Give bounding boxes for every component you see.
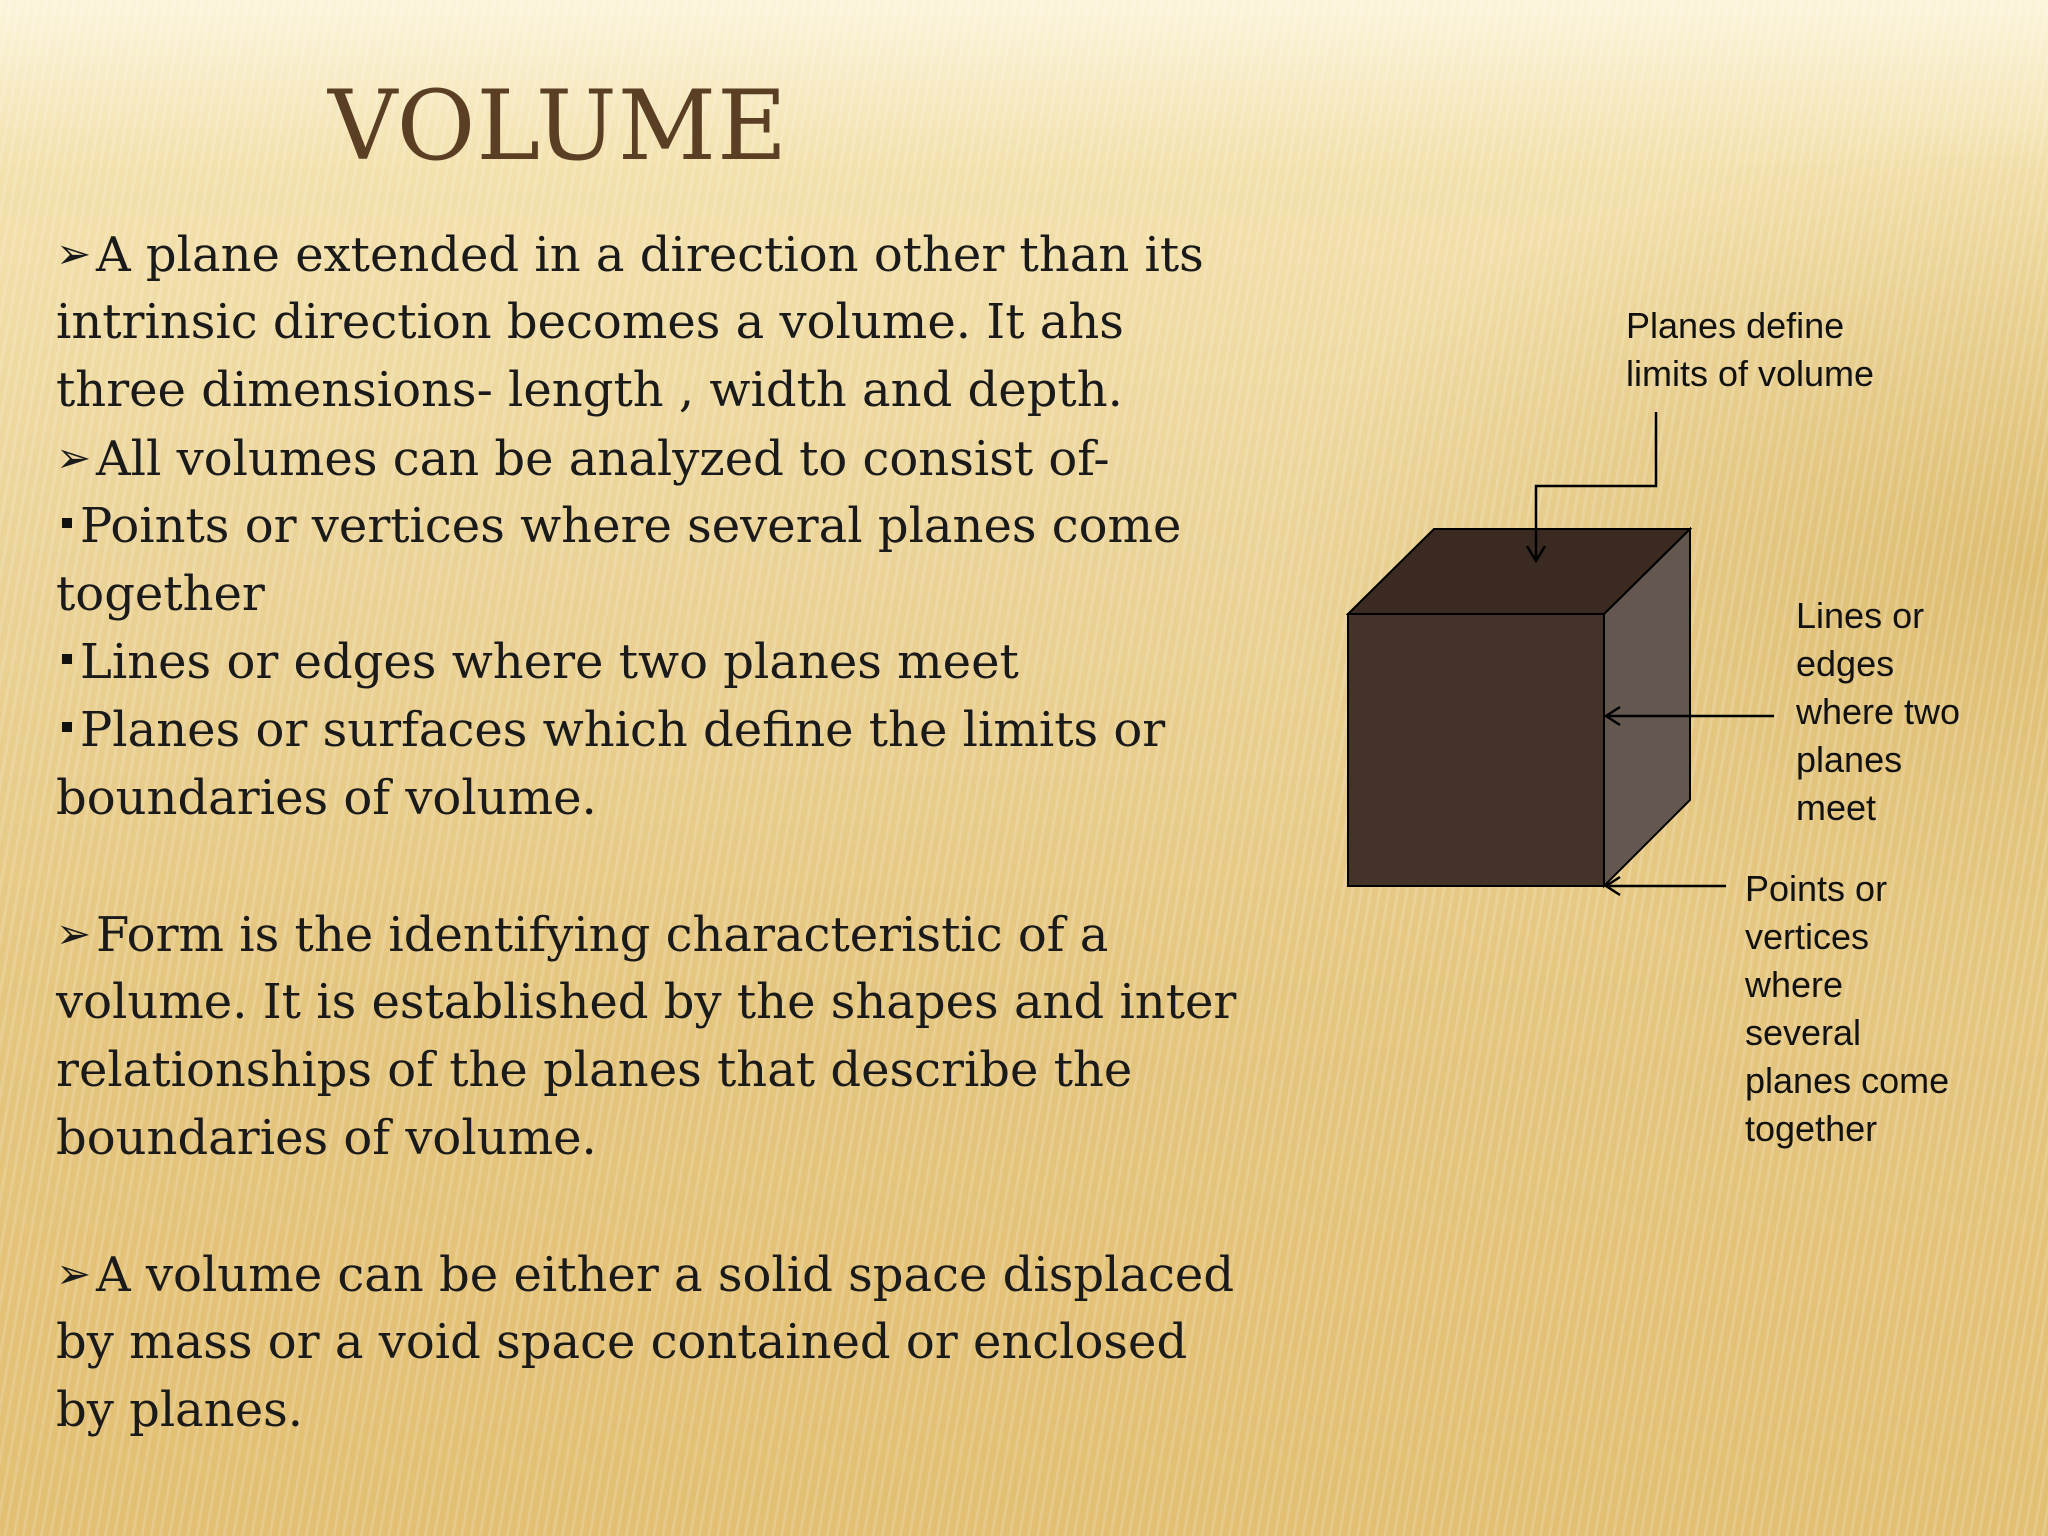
lines-label — [1796, 592, 1960, 832]
body-line-text: All volumes can be analyzed to consist of- — [96, 431, 1110, 487]
body-line-text: Lines or edges where two planes meet — [80, 634, 1019, 690]
points-label-line: vertices — [1745, 916, 1870, 957]
body-line-text: Points or vertices where several planes come — [80, 498, 1182, 554]
arrow-bullet-icon: ➢ — [56, 229, 92, 278]
arrow-bullet-icon: ➢ — [56, 909, 92, 958]
points-label-line: several — [1745, 1012, 1862, 1053]
points-label-line: together — [1745, 1108, 1878, 1149]
body-line-text: relationships of the planes that describe the — [56, 1042, 1133, 1098]
lines-label-line: meet — [1796, 787, 1877, 828]
body-line-text: Form is the identifying characteristic of a — [96, 907, 1109, 963]
points-label — [1745, 865, 1949, 1153]
lines-label-line: planes — [1796, 739, 1903, 780]
body-line-text: intrinsic direction becomes a volume. It ahs — [56, 294, 1124, 350]
body-line-text: volume. It is established by the shapes and inter — [56, 974, 1237, 1030]
body-line-text: together — [56, 566, 265, 622]
lines-label-line: Lines or — [1796, 595, 1925, 636]
body-line-text: by mass or a void space contained or enclosed — [56, 1314, 1188, 1370]
body-line-text: boundaries of volume. — [56, 770, 597, 826]
body-line-text: Planes or surfaces which define the limits or — [80, 702, 1166, 758]
body-line-text: boundaries of volume. — [56, 1110, 597, 1166]
planes-label-line: limits of volume — [1626, 353, 1875, 394]
points-label-line: planes come — [1745, 1060, 1950, 1101]
lines-label-line: edges — [1796, 643, 1895, 684]
points-label-line: where — [1745, 964, 1844, 1005]
slide-title: VOLUME — [328, 70, 789, 182]
points-label-line: Points or — [1745, 868, 1888, 909]
points-arrow — [1606, 877, 1726, 895]
body-line-text: A volume can be either a solid space displaced — [96, 1247, 1235, 1303]
lines-label-line: where two — [1796, 691, 1961, 732]
cube-front-face — [1348, 614, 1604, 886]
body-line-text: A plane extended in a direction other than its — [96, 227, 1204, 283]
body-line-text: three dimensions- length , width and depth. — [56, 362, 1123, 418]
arrow-bullet-icon: ➢ — [56, 1249, 92, 1298]
planes-label-line: Planes define — [1626, 305, 1845, 346]
arrow-bullet-icon: ➢ — [56, 433, 92, 482]
planes-label — [1626, 302, 1874, 398]
body-line-text: by planes. — [56, 1382, 304, 1438]
